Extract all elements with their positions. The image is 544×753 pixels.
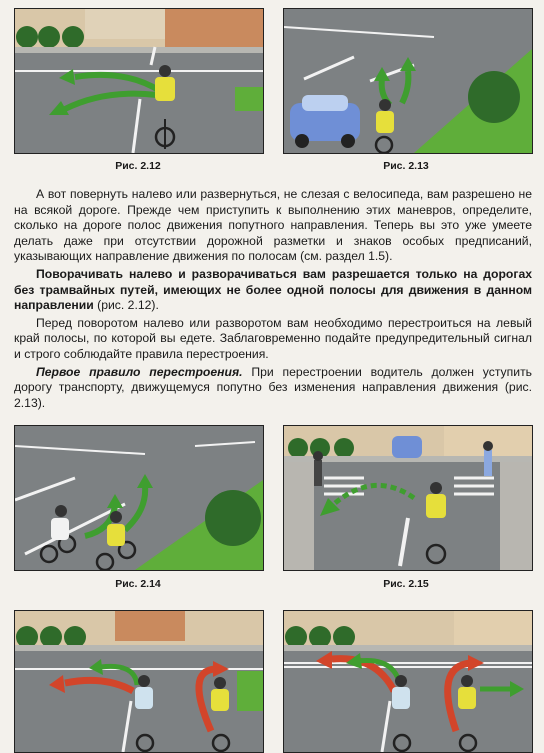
illustration-left-turn <box>15 9 263 153</box>
first-rule-text: При перестроении водитель должен уступить дорогу транспорту, движущемуся попутно без изменения направления движения (рис. 2.13). <box>14 364 532 410</box>
illustration-left-turn-signal <box>284 426 532 570</box>
paragraph-first-rule <box>14 365 532 412</box>
figure-2-12 <box>14 8 264 154</box>
figure-2-14 <box>14 425 264 571</box>
figure-u-turn-left <box>14 610 264 753</box>
figure-2-15 <box>283 425 533 571</box>
illustration-u-turn-a <box>15 611 263 752</box>
paragraph-intro: А вот повернуть налево или развернуться, не слезая с велосипеда, вам разрешено не на всякой дороге. Прежде чем приступить к выполнению этих маневров, определите, сколько на дороге полос движения попутного направления. Теперь вы это уже умеете делать даже при отсутствии дорожной разметки и знаков особых предписаний, указывающих направление движения по полосам (см. раздел 1.5). <box>14 187 532 264</box>
caption-fig-2-15: Рис. 2.15 <box>383 578 429 590</box>
rule-text-bold: Поворачивать налево и разворачиваться вам разрешается только на дорогах без трамвайных путей, имеющих не более одной полосы для движения в данном направлении <box>14 266 532 313</box>
rule-reference: (рис. 2.12). <box>93 298 159 313</box>
figure-2-13 <box>283 8 533 154</box>
illustration-lane-change <box>284 9 532 153</box>
paragraph-lane-change: Перед поворотом налево или разворотом вам необходимо перестроиться на левый край полосы, по которой вы едете. Заблаговременно подайте предупредительный сигнал и строго соблюдайте правила перестроения. <box>14 315 532 361</box>
illustration-yield-lane-change <box>15 426 263 570</box>
caption-fig-2-14: Рис. 2.14 <box>115 578 161 590</box>
illustration-u-turn-b <box>284 611 532 752</box>
first-rule-title: Первое правило перестроения. <box>36 364 243 379</box>
paragraph-rule <box>14 267 532 314</box>
caption-fig-2-13: Рис. 2.13 <box>383 160 429 172</box>
caption-fig-2-12: Рис. 2.12 <box>115 160 161 172</box>
body-text <box>14 187 532 411</box>
figure-u-turn-right <box>283 610 533 753</box>
